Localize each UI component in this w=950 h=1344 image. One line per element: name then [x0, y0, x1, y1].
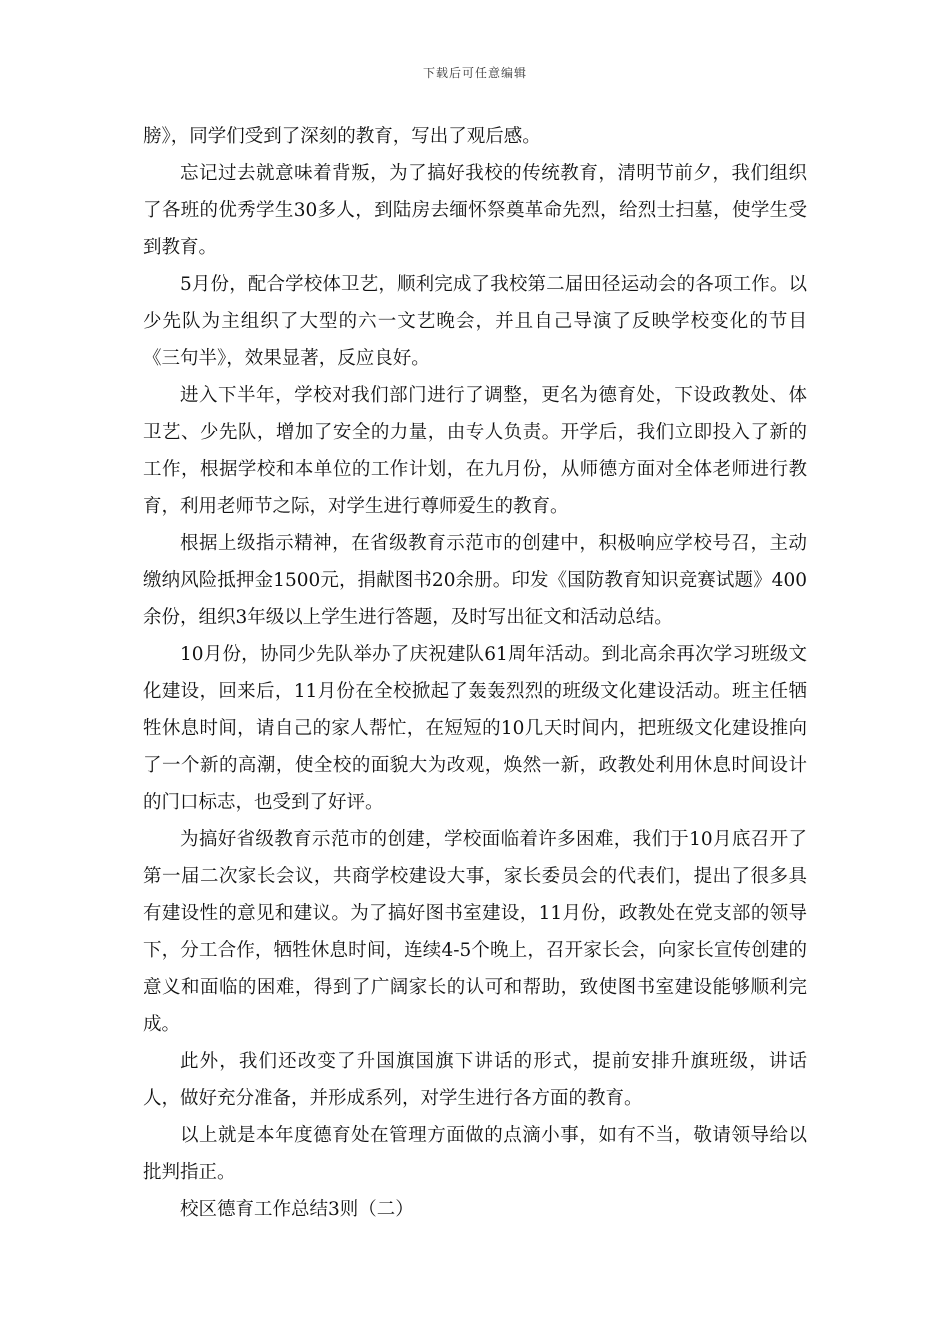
paragraph-may: 5月份，配合学校体卫艺，顺利完成了我校第二届田径运动会的各项工作。以少先队为主组织了大型的六一文艺晚会，并且自己导演了反映学校变化的节目《三句半》，效果显著，反应良好。	[143, 274, 807, 369]
document-body	[143, 118, 807, 1228]
paragraph-demonstration-city: 为搞好省级教育示范市的创建，学校面临着许多困难，我们于10月底召开了第一届二次家长会议，共商学校建设大事，家长委员会的代表们，提出了很多具有建设性的意见和建议。为了搞好图书室建设，11月份，政教处在党支部的领导下，分工合作，牺牲休息时间，连续4-5个晚上，召开家长会，向家长宣传创建的意义和面临的困难，得到了广阔家长的认可和帮助，致使图书室建设能够顺利完成。	[143, 829, 807, 1035]
paragraph-flag-speech: 此外，我们还改变了升国旗国旗下讲话的形式，提前安排升旗班级，讲话人，做好充分准备，并形成系列，对学生进行各方面的教育。	[143, 1051, 807, 1109]
paragraph-conclusion: 以上就是本年度德育处在管理方面做的点滴小事，如有不当，敬请领导给以批判指正。	[143, 1125, 807, 1183]
paragraph-qingming: 忘记过去就意味着背叛，为了搞好我校的传统教育，清明节前夕，我们组织了各班的优秀学生30多人，到陆房去缅怀祭奠革命先烈，给烈士扫墓，使学生受到教育。	[143, 163, 807, 258]
paragraph-october: 10月份，协同少先队举办了庆祝建队61周年活动。到北高余再次学习班级文化建设，回来后，11月份在全校掀起了轰轰烈烈的班级文化建设活动。班主任牺牲休息时间，请自己的家人帮忙，在短短的10几天时间内，把班级文化建设推向了一个新的高潮，使全校的面貌大为改观，焕然一新，政教处利用休息时间设计的门口标志，也受到了好评。	[143, 644, 807, 813]
page-header: 下载后可任意编辑	[422, 66, 527, 80]
paragraph-instructions: 根据上级指示精神，在省级教育示范市的创建中，积极响应学校号召，主动缴纳风险抵押金1500元，捐献图书20余册。印发《国防教育知识竞赛试题》400余份，组织3年级以上学生进行答题，及时写出征文和活动总结。	[143, 533, 807, 628]
paragraph-continuation: 膀》，同学们受到了深刻的教育，写出了观后感。	[143, 126, 541, 147]
section-title: 校区德育工作总结3则（二）	[180, 1199, 414, 1220]
paragraph-second-half: 进入下半年，学校对我们部门进行了调整，更名为德育处，下设政教处、体卫艺、少先队，增加了安全的力量，由专人负责。开学后，我们立即投入了新的工作，根据学校和本单位的工作计划，在九月份，从师德方面对全体老师进行教育，利用老师节之际，对学生进行尊师爱生的教育。	[143, 385, 807, 517]
